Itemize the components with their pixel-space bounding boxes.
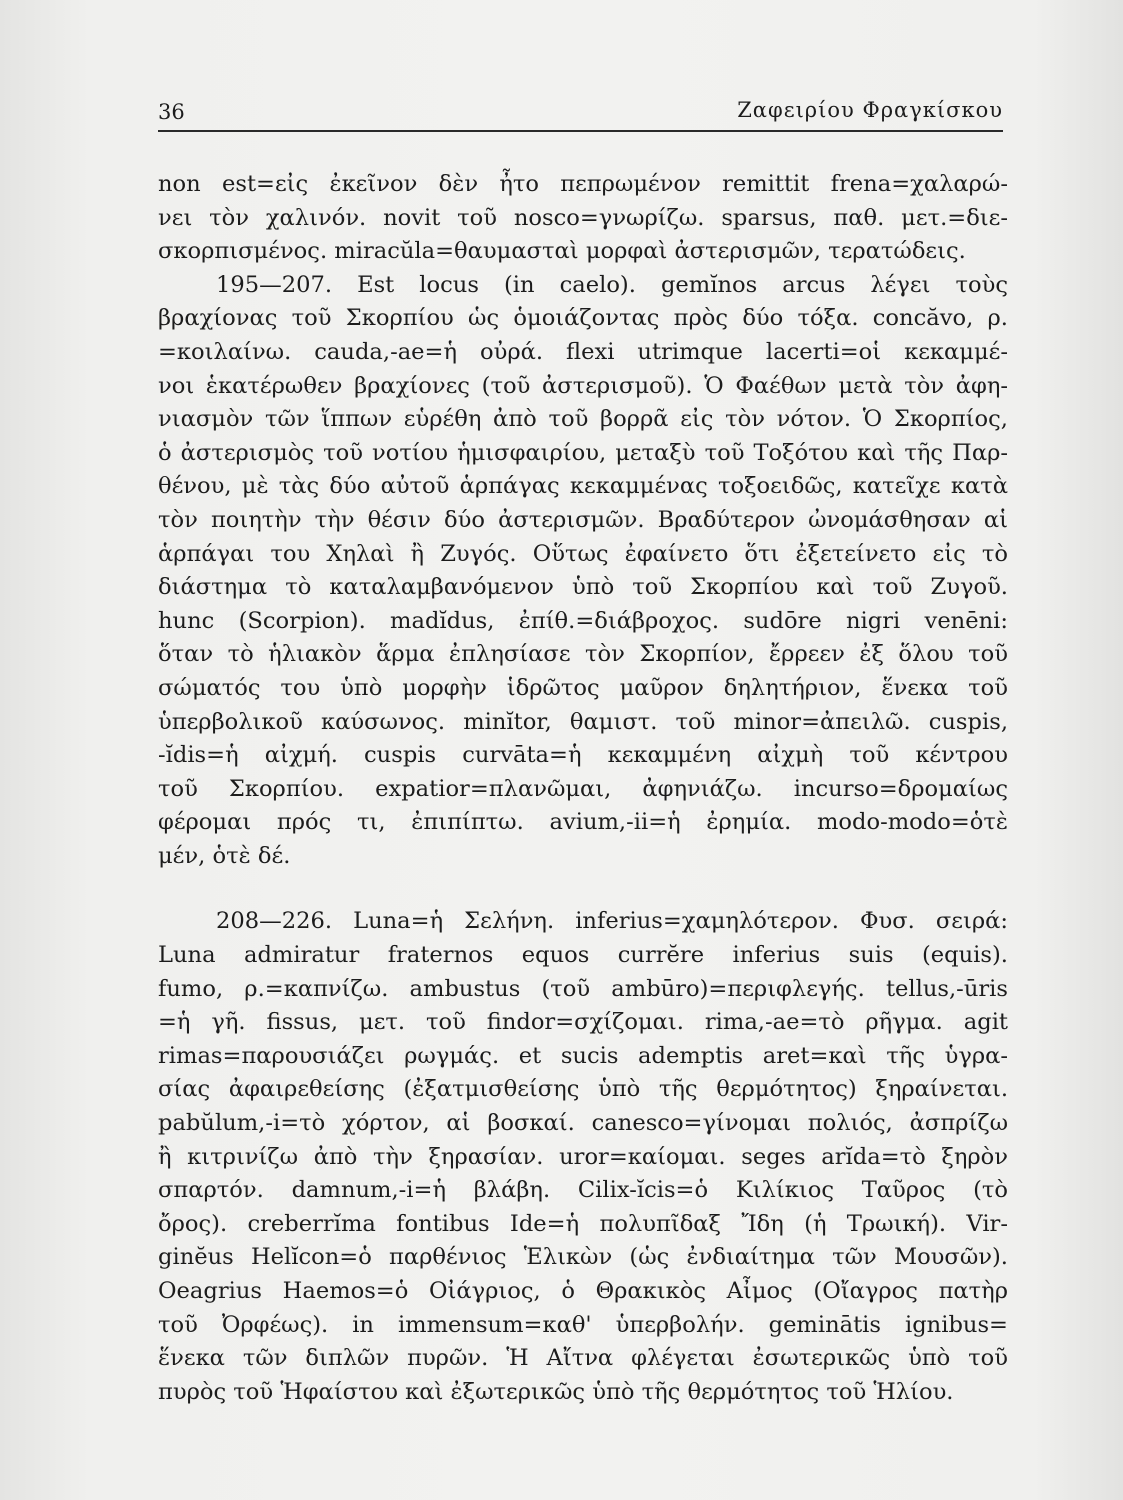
text-line: ὅταν τὸ ἡλιακὸν ἅρμα ἐπλησίασε τὸν Σκορπίον, ἔρρεεν ἐξ ὅλου τοῦ — [158, 641, 1008, 668]
text-line: σκορπισμένος. miracŭla=θαυμασταὶ μορφαὶ ἀστερισμῶν, τερατώδεις. — [158, 238, 966, 265]
text-line: 208—226. Luna=ἡ Σελήνη. inferius=χαμηλότερον. Φυσ. σειρά: — [216, 908, 1008, 935]
paragraph-lines-208-226 — [158, 905, 1008, 1409]
running-title: Ζαφειρίου Φραγκίσκου — [737, 98, 1003, 122]
text-line: fumo, ρ.=καπνίζω. ambustus (τοῦ ambūro)=περιφλεγής. tellus,-ūris — [158, 975, 1008, 1002]
text-line: Luna admiratur fraternos equos currĕre inferius suis (equis). — [158, 942, 1008, 969]
text-line: σώματός του ὑπὸ μορφὴν ἱδρῶτος μαῦρον δηλητήριον, ἕνεκα τοῦ — [158, 674, 1008, 701]
text-line: σίας ἀφαιρεθείσης (ἐξατμισθείσης ὑπὸ τῆς θερμότητος) ξηραίνεται. — [158, 1076, 1008, 1103]
text-line: νει τὸν χαλινόν. novit τοῦ nosco=γνωρίζω. sparsus, παθ. μετ.=διε- — [158, 204, 1008, 231]
text-line: ὑπερβολικοῦ καύσωνος. minĭtor, θαμιστ. τοῦ minor=ἀπειλῶ. cuspis, — [158, 708, 1008, 735]
paragraph-notes-continuation — [158, 168, 1008, 269]
text-line: hunc (Scorpion). madĭdus, ἐπίθ.=διάβροχος. sudōre nigri venēni: — [158, 607, 1008, 634]
text-line: ὁ ἀστερισμὸς τοῦ νοτίου ἡμισφαιρίου, μεταξὺ τοῦ Τοξότου καὶ τῆς Παρ- — [158, 439, 1008, 466]
text-line: Oeagrius Haemos=ὁ Οἰάγριος, ὁ Θρακικὸς Αἶμος (Οἴαγρος πατὴρ — [158, 1278, 1008, 1304]
text-line: τοῦ Ὀρφέως). in immensum=καθ' ὑπερβολήν. geminātis ignibus= — [158, 1311, 1008, 1338]
text-line: ἢ κιτρινίζω ἀπὸ τὴν ξηρασίαν. uror=καίομαι. seges arĭda=τὸ ξηρὸν — [158, 1143, 1008, 1170]
text-line: =κοιλαίνω. cauda,-ae=ἡ οὐρά. flexi utrimque lacerti=οἱ κεκαμμέ- — [158, 338, 1008, 365]
body-text — [158, 168, 1008, 1409]
paragraph-lines-195-207 — [158, 269, 1008, 874]
text-line: =ἡ γῆ. fissus, μετ. τοῦ findor=σχίζομαι. rima,-ae=τὸ ρῆγμα. agit — [158, 1009, 1008, 1036]
text-line: νοι ἑκατέρωθεν βραχίονες (τοῦ ἀστερισμοῦ). Ὁ Φαέθων μετὰ τὸν ἀφη- — [158, 372, 1008, 399]
text-line: σπαρτόν. damnum,-i=ἡ βλάβη. Cilix-ĭcis=ὁ Κιλίκιος Ταῦρος (τὸ — [158, 1177, 1008, 1204]
text-line: ἁρπάγαι του Χηλαὶ ἢ Ζυγός. Οὕτως ἐφαίνετο ὅτι ἐξετείνετο εἰς τὸ — [158, 540, 1008, 567]
text-line: μέν, ὁτὲ δέ. — [158, 842, 291, 869]
text-line: ὄρος). creberrĭma fontibus Ide=ἡ πολυπῖδαξ Ἴδη (ἡ Τρωική). Vir- — [158, 1210, 1008, 1237]
text-line: θένου, μὲ τὰς δύο αὐτοῦ ἁρπάγας κεκαμμένας τοξοειδῶς, κατεῖχε κατὰ — [158, 473, 1008, 500]
text-line: τὸν ποιητὴν τὴν θέσιν δύο ἀστερισμῶν. Βραδύτερον ὠνομάσθησαν αἱ — [158, 506, 1008, 533]
text-line: φέρομαι πρός τι, ἐπιπίπτω. avium,-ii=ἡ ἐρημία. modo-modo=ὁτὲ — [158, 809, 1008, 836]
text-line: rimas=παρουσιάζει ρωγμάς. et sucis ademptis aret=καὶ τῆς ὑγρα- — [158, 1042, 1008, 1069]
text-line: ἕνεκα τῶν διπλῶν πυρῶν. Ἡ Αἴτνα φλέγεται ἐσωτερικῶς ὑπὸ τοῦ — [158, 1345, 1008, 1372]
text-line: νιασμὸν τῶν ἵππων εὑρέθη ἀπὸ τοῦ βορρᾶ εἰς τὸν νότον. Ὁ Σκορπίος, — [158, 406, 1008, 433]
page-number: 36 — [158, 100, 185, 124]
page-header — [158, 96, 1003, 132]
text-line: -ĭdis=ἡ αἰχμή. cuspis curvāta=ἡ κεκαμμένη αἰχμὴ τοῦ κέντρου — [158, 742, 1008, 769]
text-line: διάστημα τὸ καταλαμβανόμενον ὑπὸ τοῦ Σκορπίου καὶ τοῦ Ζυγοῦ. — [158, 574, 1008, 601]
text-line: βραχίονας τοῦ Σκορπίου ὡς ὁμοιάζοντας πρὸς δύο τόξα. concăvo, ρ. — [158, 305, 1008, 332]
text-line: πυρὸς τοῦ Ἡφαίστου καὶ ἐξωτερικῶς ὑπὸ τῆς θερμότητος τοῦ Ἡλίου. — [158, 1378, 954, 1405]
text-line: pabŭlum,-i=τὸ χόρτον, αἱ βοσκαί. canesco=γίνομαι πολιός, ἀσπρίζω — [158, 1110, 1008, 1137]
text-line: ginĕus Helĭcon=ὁ παρθένιος Ἑλικὼν (ὡς ἐνδιαίτημα τῶν Μουσῶν). — [158, 1244, 1008, 1271]
text-line: non est=εἰς ἐκεῖνον δὲν ἦτο πεπρωμένον remittit frena=χαλαρώ- — [158, 171, 1008, 197]
text-line: 195—207. Est locus (in caelo). gemĭnos arcus λέγει τοὺς — [216, 271, 1008, 298]
text-line: τοῦ Σκορπίου. expatior=πλανῶμαι, ἀφηνιάζω. incurso=δρομαίως — [158, 775, 1008, 802]
